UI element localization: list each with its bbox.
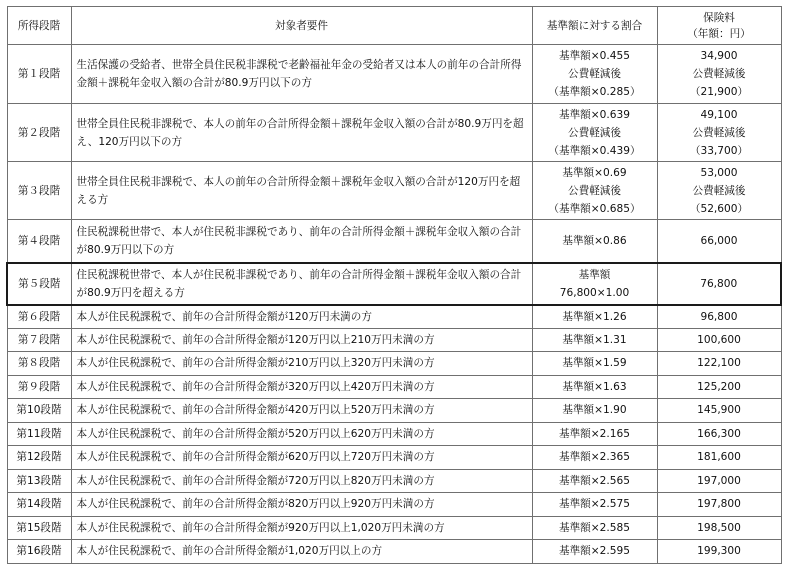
- ratio-standard: 基準額×0.639: [559, 108, 630, 121]
- stage-cell: 第８段階: [7, 352, 71, 376]
- table-row-stage-11: [7, 422, 781, 446]
- premium-cell: 145,900: [657, 399, 781, 423]
- requirement-cell: 住民税課税世帯で、本人が住民税非課税であり、前年の合計所得金額＋課税年金収入額の合計が80.9万円を超える方: [71, 263, 532, 305]
- ratio-reduction-label: 公費軽減後: [568, 68, 621, 80]
- ratio-cell: 基準額×2.575: [532, 493, 657, 517]
- header-stage: 所得段階: [7, 7, 71, 45]
- requirement-cell: 本人が住民税課税で、前年の合計所得金額が820万円以上920万円未満の方: [71, 493, 532, 517]
- premium-reduction-label: 公費軽減後: [692, 68, 746, 80]
- premium-standard: 34,900: [700, 50, 738, 62]
- header-premium-label: 保険料: [703, 11, 735, 24]
- ratio-cell: 基準額×0.86: [532, 220, 657, 263]
- header-premium-unit: （年額：円）: [687, 27, 751, 40]
- stage-cell: 第１段階: [7, 45, 71, 104]
- header-requirement: 対象者要件: [71, 7, 532, 45]
- table-row-stage-5: [7, 263, 781, 305]
- ratio-cell: [532, 104, 657, 162]
- table-header-row: [7, 7, 781, 45]
- premium-cell: 199,300: [657, 540, 781, 564]
- requirement-cell: 本人が住民税課税で、前年の合計所得金額が620万円以上720万円未満の方: [71, 446, 532, 470]
- stage-cell: 第５段階: [7, 263, 71, 305]
- requirement-cell: 住民税課税世帯で、本人が住民税非課税であり、前年の合計所得金額＋課税年金収入額の合計が80.9万円以下の方: [71, 220, 532, 263]
- ratio-cell: 基準額×1.90: [532, 399, 657, 423]
- ratio-cell: 基準額×1.59: [532, 352, 657, 376]
- stage-cell: 第15段階: [7, 516, 71, 540]
- ratio-reduction-label: 公費軽減後: [568, 126, 621, 139]
- premium-cell: 197,800: [657, 493, 781, 517]
- premium-reduced: （21,900）: [689, 86, 749, 98]
- premium-reduced: （33,700）: [689, 144, 749, 157]
- premium-cell: 181,600: [657, 446, 781, 470]
- table-row-stage-13: [7, 469, 781, 493]
- ratio-label: 基準額: [578, 268, 611, 281]
- ratio-standard: 基準額×0.455: [559, 50, 630, 62]
- table-row-stage-15: [7, 516, 781, 540]
- requirement-cell: 本人が住民税課税で、前年の合計所得金額が920万円以上1,020万円未満の方: [71, 516, 532, 540]
- table-row-stage-10: [7, 399, 781, 423]
- premium-cell: 76,800: [657, 263, 781, 305]
- stage-cell: 第10段階: [7, 399, 71, 423]
- stage-cell: 第３段階: [7, 162, 71, 220]
- requirement-cell: 本人が住民税課税で、前年の合計所得金額が520万円以上620万円未満の方: [71, 422, 532, 446]
- premium-cell: [657, 104, 781, 162]
- stage-cell: 第11段階: [7, 422, 71, 446]
- stage-cell: 第12段階: [7, 446, 71, 470]
- table-row-stage-8: [7, 352, 781, 376]
- requirement-cell: 本人が住民税課税で、前年の合計所得金額が420万円以上520万円未満の方: [71, 399, 532, 423]
- stage-cell: 第13段階: [7, 469, 71, 493]
- ratio-reduced: （基準額×0.685）: [548, 202, 641, 215]
- header-premium: [657, 7, 781, 45]
- ratio-formula: 76,800×1.00: [559, 286, 630, 299]
- header-ratio: 基準額に対する割合: [532, 7, 657, 45]
- stage-cell: 第９段階: [7, 375, 71, 399]
- ratio-reduced: （基準額×0.439）: [548, 144, 641, 157]
- table-row-stage-12: [7, 446, 781, 470]
- ratio-cell: 基準額×2.165: [532, 422, 657, 446]
- requirement-cell: 生活保護の受給者、世帯全員住民税非課税で老齢福祉年金の受給者又は本人の前年の合計所得金額＋課税年金収入額の合計が80.9万円以下の方: [71, 45, 532, 104]
- table-row-stage-7: [7, 328, 781, 352]
- stage-cell: 第14段階: [7, 493, 71, 517]
- stage-cell: 第６段階: [7, 305, 71, 329]
- ratio-standard: 基準額×0.69: [562, 166, 627, 179]
- ratio-cell: 基準額×2.365: [532, 446, 657, 470]
- ratio-cell: 基準額×2.565: [532, 469, 657, 493]
- requirement-cell: 本人が住民税課税で、前年の合計所得金額が120万円未満の方: [71, 305, 532, 329]
- premium-cell: 122,100: [657, 352, 781, 376]
- premium-cell: 198,500: [657, 516, 781, 540]
- stage-cell: 第２段階: [7, 104, 71, 162]
- table-row-stage-14: [7, 493, 781, 517]
- premium-cell: [657, 162, 781, 220]
- table-row-stage-9: [7, 375, 781, 399]
- premium-reduction-label: 公費軽減後: [692, 126, 746, 139]
- ratio-cell: 基準額×1.31: [532, 328, 657, 352]
- premium-cell: 100,600: [657, 328, 781, 352]
- ratio-cell: 基準額×2.585: [532, 516, 657, 540]
- premium-cell: 166,300: [657, 422, 781, 446]
- requirement-cell: 世帯全員住民税非課税で、本人の前年の合計所得金額＋課税年金収入額の合計が80.9万円を超え、120万円以下の方: [71, 104, 532, 162]
- requirement-cell: 本人が住民税課税で、前年の合計所得金額が320万円以上420万円未満の方: [71, 375, 532, 399]
- premium-reduced: （52,600）: [689, 202, 749, 215]
- table-row-stage-3: [7, 162, 781, 220]
- requirement-cell: 本人が住民税課税で、前年の合計所得金額が120万円以上210万円未満の方: [71, 328, 532, 352]
- requirement-cell: 世帯全員住民税非課税で、本人の前年の合計所得金額＋課税年金収入額の合計が120万円を超える方: [71, 162, 532, 220]
- stage-cell: 第７段階: [7, 328, 71, 352]
- table-row-stage-6: [7, 305, 781, 329]
- premium-standard: 53,000: [700, 166, 738, 179]
- ratio-reduced: （基準額×0.285）: [548, 86, 641, 98]
- table-row-stage-4: [7, 220, 781, 263]
- table-row-stage-2: [7, 104, 781, 162]
- ratio-cell: 基準額×1.26: [532, 305, 657, 329]
- premium-cell: [657, 45, 781, 104]
- premium-reduction-label: 公費軽減後: [692, 184, 746, 197]
- premium-cell: 66,000: [657, 220, 781, 263]
- ratio-cell: [532, 162, 657, 220]
- ratio-cell: [532, 45, 657, 104]
- premium-standard: 49,100: [700, 108, 738, 121]
- requirement-cell: 本人が住民税課税で、前年の合計所得金額が1,020万円以上の方: [71, 540, 532, 564]
- requirement-cell: 本人が住民税課税で、前年の合計所得金額が210万円以上320万円未満の方: [71, 352, 532, 376]
- ratio-reduction-label: 公費軽減後: [568, 184, 621, 197]
- premium-cell: 197,000: [657, 469, 781, 493]
- table-row-stage-16: [7, 540, 781, 564]
- table-row-stage-1: [7, 45, 781, 104]
- stage-cell: 第４段階: [7, 220, 71, 263]
- premium-cell: 125,200: [657, 375, 781, 399]
- premium-table: [6, 6, 782, 564]
- requirement-cell: 本人が住民税課税で、前年の合計所得金額が720万円以上820万円未満の方: [71, 469, 532, 493]
- premium-cell: 96,800: [657, 305, 781, 329]
- stage-cell: 第16段階: [7, 540, 71, 564]
- ratio-cell: [532, 263, 657, 305]
- ratio-cell: 基準額×2.595: [532, 540, 657, 564]
- ratio-cell: 基準額×1.63: [532, 375, 657, 399]
